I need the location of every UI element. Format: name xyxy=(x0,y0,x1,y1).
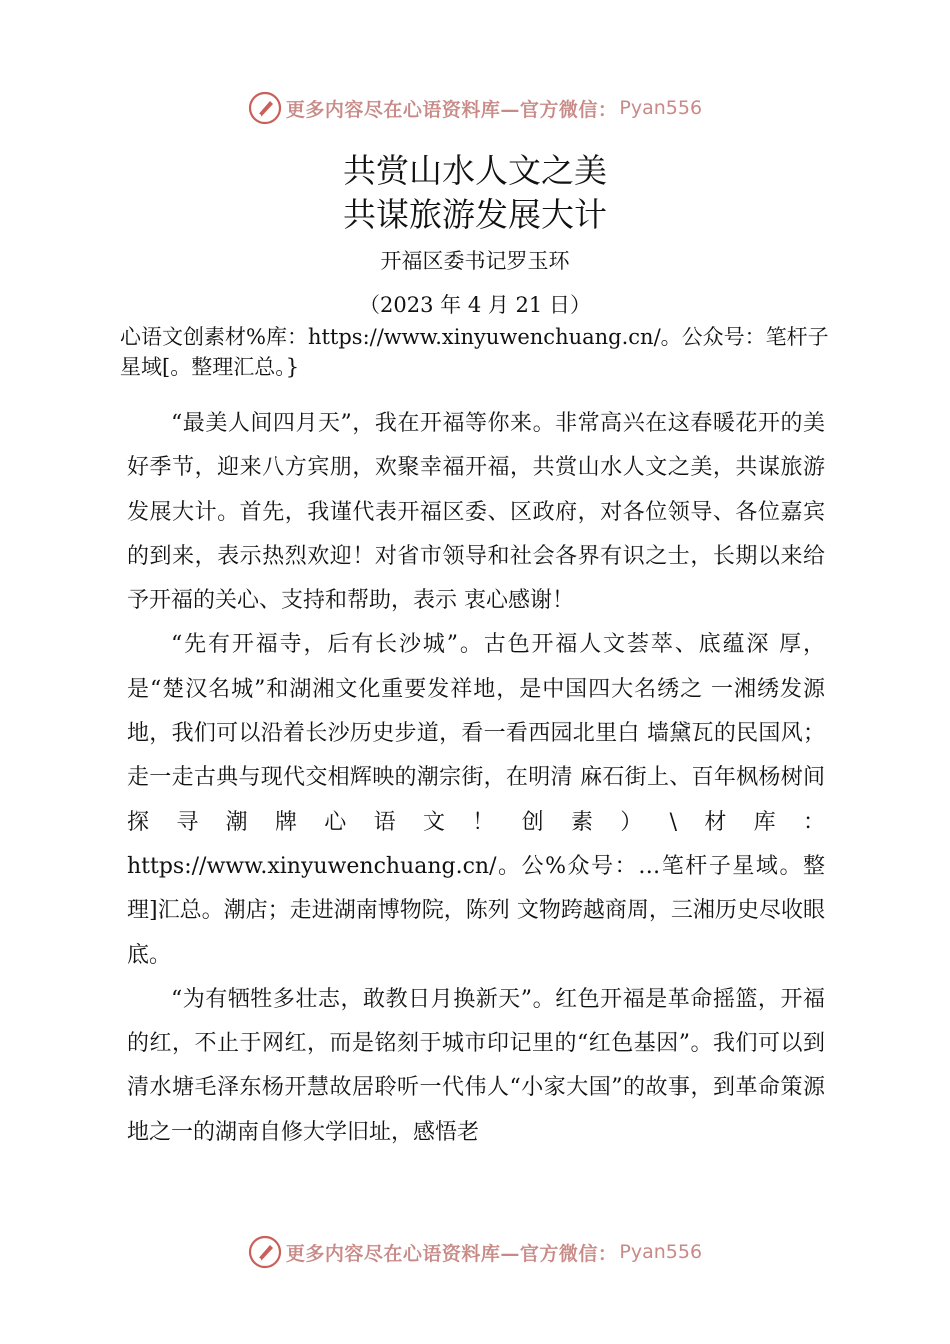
watermark-banner-top xyxy=(0,88,950,128)
article-body xyxy=(127,402,825,1155)
watermark-id: Pyan556 xyxy=(619,1241,703,1263)
title-line-2: 共谋旅游发展大计 xyxy=(343,195,607,234)
paragraph-3: “为有牺牲多壮志，敢教日月换新天”。红色开福是革命摇篮，开福的红，不止于网红，而是铭刻于城市印记里的“红色基因”。我们可以到清水塘毛泽东杨开慧故居聆听一代伟人“小家大国”的故事，到革命策源地之一的湖南自修大学旧址，感悟老 xyxy=(127,986,825,1145)
watermark-banner-bottom xyxy=(0,1232,950,1272)
watermark-id: Pyan556 xyxy=(619,97,703,119)
source-note: 心语文创素材%库：https://www.xinyuwenchuang.cn/。公众号：笔杆子星域[。整理汇总。} xyxy=(120,325,829,379)
paragraph-2: “先有开福寺，后有长沙城”。古色开福人文荟萃、底蕴深 厚，是“楚汉名城”和湖湘文化重要发祥地，是中国四大名绣之 一湘绣发源地，我们可以沿着长沙历史步道，看一看西园北里白 墙黛瓦的民国风；走一走古典与现代交相辉映的潮宗街，在明清 麻石街上、百年枫杨树间探寻潮牌心语文！创素）\材库：https://www.xinyuwenchuang.cn/。公%众号：…笔杆子星域。整理]汇总。潮店；走进湖南博物院，陈列 文物跨越商周，三湘历史尽收眼底。 xyxy=(127,632,825,968)
date-line: （2023 年 4 月 21 日） xyxy=(359,293,591,317)
author-line: 开福区委书记罗玉环 xyxy=(380,249,570,273)
watermark-text: 更多内容尽在心语资料库—官方微信： xyxy=(285,1242,618,1265)
title-line-1: 共赏山水人文之美 xyxy=(343,151,607,190)
watermark-text: 更多内容尽在心语资料库—官方微信： xyxy=(285,98,618,121)
pen-logo-icon xyxy=(248,1235,282,1269)
paragraph-1: “最美人间四月天”，我在开福等你来。非常高兴在这春暖花开的美好季节，迎来八方宾朋，欢聚幸福开福，共赏山水人文之美，共谋旅游发展大计。首先，我谨代表开福区委、区政府，对各位领导、各位嘉宾的到来，表示热烈欢迎！对省市领导和社会各界有识之士，长期以来给予开福的关心、支持和帮助，表示 衷心感谢！ xyxy=(127,411,825,614)
pen-logo-icon xyxy=(248,91,282,125)
